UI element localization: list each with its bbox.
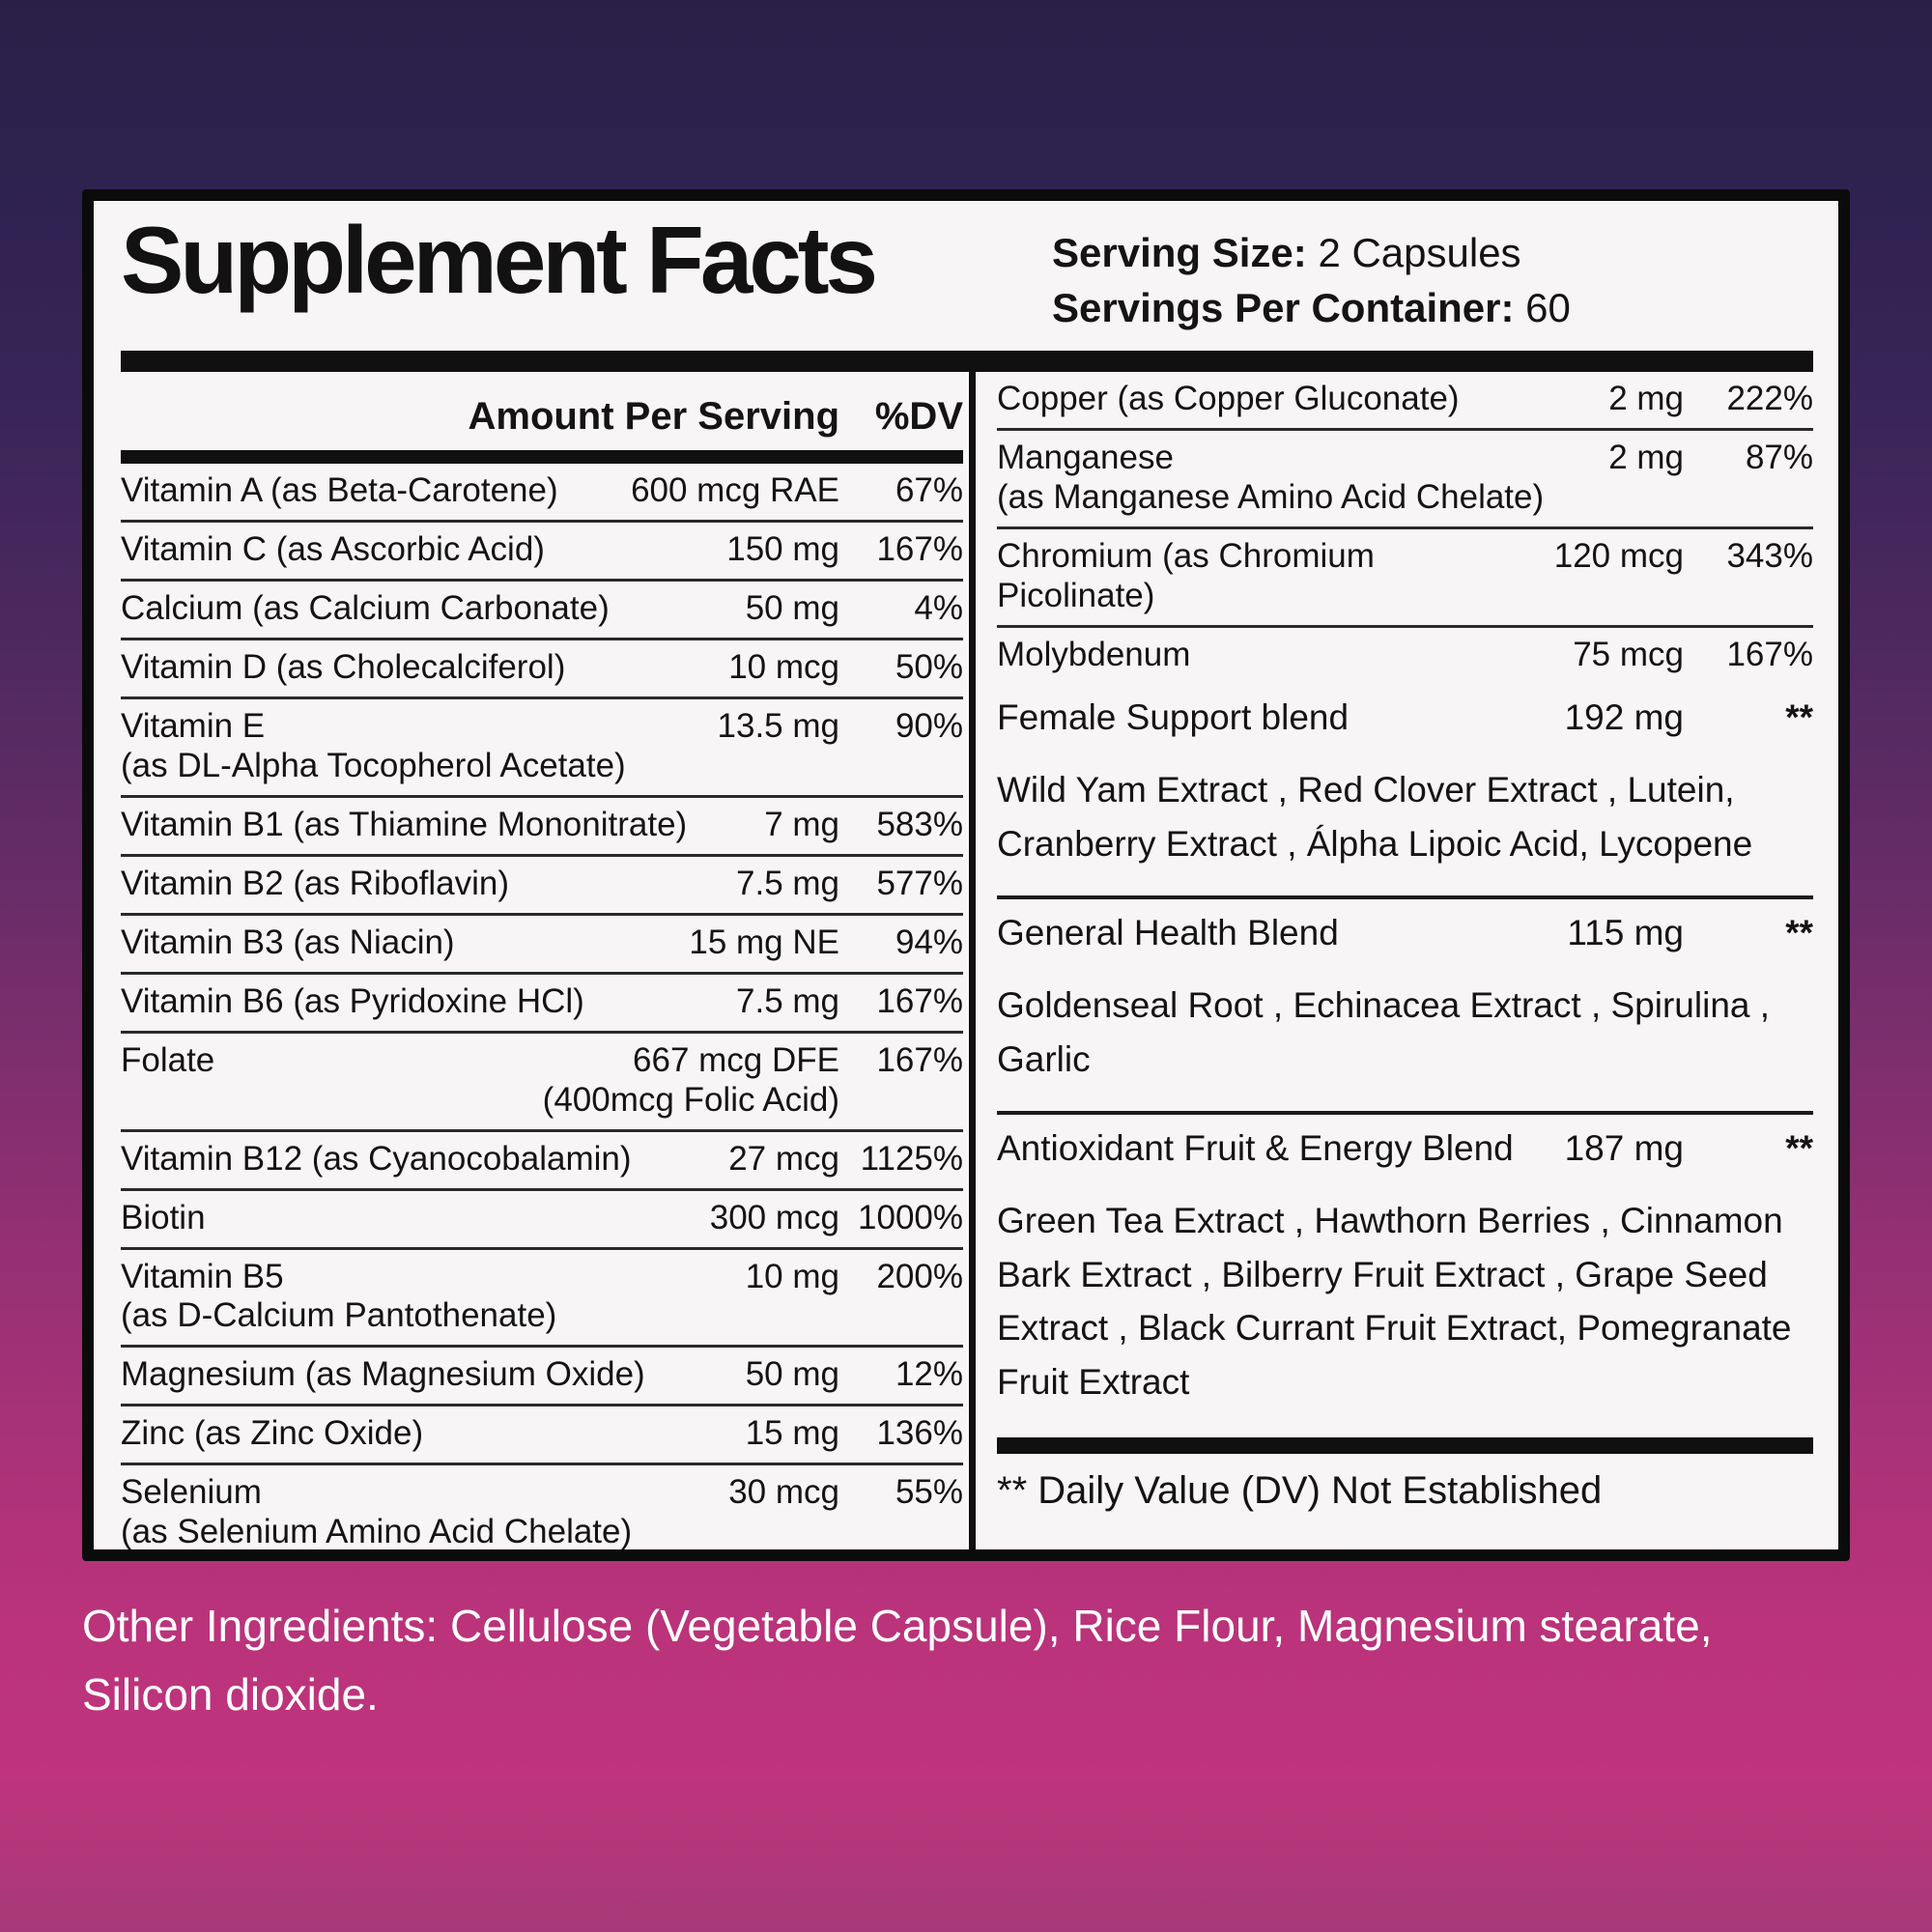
nutrient-amount (746, 589, 839, 629)
amount-header-label: Amount Per Serving (468, 395, 839, 439)
servings-per-container-value: 60 (1525, 284, 1571, 330)
blend-header (997, 684, 1813, 744)
left-header-bar (121, 450, 963, 464)
nutrient-name (997, 636, 1557, 675)
nutrient-name-line1: Vitamin D (as Cholecalciferol) (121, 648, 566, 687)
nutrient-dv: 1000% (858, 1198, 963, 1236)
nutrient-dv: 67% (895, 471, 963, 510)
nutrient-dv: 90% (895, 707, 963, 746)
blend-dv: ** (1785, 697, 1813, 737)
nutrient-dv: 55% (895, 1473, 963, 1512)
blend-name: General Health Blend (997, 913, 1339, 952)
nutrient-name-line1: Vitamin E (121, 707, 266, 746)
nutrient-amount (718, 707, 839, 747)
nutrient-amount-line1: 150 mg (726, 530, 839, 569)
nutrient-amount-line1: 27 mcg (728, 1139, 839, 1178)
blend-section (997, 1115, 1813, 1434)
table-row (121, 464, 963, 523)
table-row (997, 431, 1813, 529)
nutrient-name (121, 1199, 695, 1238)
nutrient-name (121, 648, 713, 688)
nutrient-dv: 583% (876, 806, 963, 843)
blend-name: Antioxidant Fruit & Energy Blend (997, 1128, 1514, 1168)
nutrient-name (121, 530, 711, 570)
nutrient-name-line1: Vitamin B2 (as Riboflavin) (121, 864, 510, 902)
nutrient-dv: 167% (1726, 636, 1813, 674)
header-divider-bar (121, 351, 1813, 372)
table-row (121, 857, 963, 916)
table-row (997, 628, 1813, 684)
table-row (121, 699, 963, 798)
nutrient-name-line1: Biotin (121, 1198, 206, 1236)
nutrient-amount-line1: 120 mcg (1553, 537, 1684, 576)
column-divider (969, 372, 976, 1561)
nutrient-name-line1: Selenium (121, 1473, 262, 1512)
nutrient-name-line2: (as DL-Alpha Tocopherol Acetate) (121, 747, 626, 785)
nutrient-name (121, 1414, 730, 1454)
nutrient-name-line1: Folate (121, 1040, 215, 1079)
blend-dv: ** (1785, 913, 1813, 952)
nutrient-name-line1: Vitamin B3 (as Niacin) (121, 923, 455, 961)
nutrient-amount-line1: 50 mg (745, 589, 839, 628)
nutrient-name-line1: Zinc (as Zinc Oxide) (121, 1414, 424, 1453)
nutrient-amount (728, 1140, 839, 1179)
blend-dv: ** (1785, 1128, 1813, 1168)
amount-per-serving-header (121, 372, 963, 450)
nutrient-name (997, 380, 1593, 419)
left-nutrient-table (121, 464, 963, 1561)
nutrient-name-line1: Manganese (997, 439, 1174, 477)
nutrient-amount-line1: 7 mg (764, 806, 839, 843)
table-row (997, 372, 1813, 431)
nutrient-name (121, 707, 702, 786)
table-row (121, 1406, 963, 1465)
nutrient-amount (764, 806, 839, 845)
nutrient-dv: 222% (1726, 380, 1813, 418)
nutrient-dv: 167% (876, 981, 963, 1020)
nutrient-dv: 87% (1745, 439, 1813, 477)
nutrient-amount (1608, 380, 1684, 419)
blend-amount: 192 mg (1564, 697, 1684, 737)
nutrient-name (121, 1258, 730, 1337)
blend-header (997, 899, 1813, 959)
nutrient-dv: 167% (876, 530, 963, 569)
blend-ingredients: Green Tea Extract , Hawthorn Berries , Cinnamon Bark Extract , Bilberry Fruit Extract , Grape Seed Extract , Black Currant Fruit Extract, Pomegranate Fruit Extract (997, 1201, 1792, 1402)
nutrient-dv: 50% (895, 648, 963, 687)
nutrient-name-line1: Molybdenum (997, 636, 1191, 674)
nutrient-name-line1: Vitamin B6 (as Pyridoxine HCl) (121, 981, 584, 1020)
nutrient-amount (1573, 636, 1684, 675)
daily-value-footnote: ** Daily Value (DV) Not Established (997, 1469, 1603, 1512)
nutrient-name-line1: Vitamin A (as Beta-Carotene) (121, 471, 558, 510)
servings-per-container-label: Servings Per Container: (1052, 284, 1515, 330)
table-row (121, 640, 963, 699)
nutrient-dv: 136% (876, 1414, 963, 1453)
nutrient-name-line1: Vitamin B5 (121, 1257, 284, 1295)
nutrient-dv: 167% (876, 1040, 963, 1079)
nutrient-amount-line1: 600 mcg RAE (631, 471, 839, 510)
serving-size-label: Serving Size: (1052, 230, 1307, 275)
nutrient-amount (1608, 439, 1684, 478)
nutrient-amount-line1: 667 mcg DFE (633, 1040, 839, 1079)
facts-columns (121, 372, 1813, 1561)
nutrient-amount (1554, 537, 1684, 577)
table-row (121, 523, 963, 582)
nutrient-name-line1: Vitamin B12 (as Cyanocobalamin) (121, 1139, 632, 1178)
serving-info (1052, 211, 1813, 335)
footnote-divider-bar (997, 1437, 1813, 1454)
blend-ingredients: Wild Yam Extract , Red Clover Extract , Lutein, Cranberry Extract , Álpha Lipoic Acid, Lycopene (997, 770, 1753, 864)
nutrient-amount-line1: 50 mg (745, 1355, 839, 1394)
nutrient-name-line2: (as Manganese Amino Acid Chelate) (997, 478, 1545, 517)
nutrient-name-line1: Vitamin C (as Ascorbic Acid) (121, 530, 545, 569)
label-header (121, 207, 1813, 335)
nutrient-amount-line1: 2 mg (1608, 380, 1684, 418)
nutrient-name-line2: (as Selenium Amino Acid Chelate) (121, 1513, 633, 1551)
nutrient-name (121, 1140, 713, 1179)
table-row (121, 582, 963, 640)
nutrient-name-line2: (as D-Calcium Pantothenate) (121, 1296, 557, 1335)
nutrient-amount-line1: 300 mcg (709, 1198, 839, 1236)
nutrient-name-line1: Chromium (as Chromium Picolinate) (997, 537, 1375, 615)
nutrient-amount (689, 923, 839, 963)
nutrient-amount (736, 865, 839, 904)
nutrient-amount-line1: 7.5 mg (736, 981, 839, 1020)
nutrient-name (997, 439, 1593, 518)
table-row (121, 798, 963, 857)
table-row (121, 1465, 963, 1561)
left-column (121, 372, 963, 1561)
nutrient-dv: 577% (876, 864, 963, 902)
table-row (121, 975, 963, 1034)
nutrient-amount (710, 1199, 839, 1238)
serving-size-line (1052, 226, 1813, 281)
nutrient-amount (631, 471, 839, 511)
nutrient-name (121, 471, 615, 511)
table-row (121, 1250, 963, 1349)
serving-size-value: 2 Capsules (1318, 230, 1521, 275)
nutrient-amount (728, 648, 839, 688)
blend-header (997, 1115, 1813, 1175)
supplement-facts-panel (82, 189, 1850, 1561)
nutrient-amount-line1: 30 mcg (728, 1473, 839, 1512)
table-row (997, 529, 1813, 628)
nutrient-amount (746, 1414, 839, 1454)
servings-per-container-line (1052, 281, 1813, 336)
nutrient-amount-line1: 2 mg (1608, 439, 1684, 477)
nutrient-name (121, 982, 721, 1022)
nutrient-name-line1: Vitamin B1 (as Thiamine Mononitrate) (121, 806, 688, 843)
page-title: Supplement Facts (121, 207, 875, 313)
nutrient-name (121, 1041, 527, 1081)
other-ingredients-text: Other Ingredients: Cellulose (Vegetable Capsule), Rice Flour, Magnesium stearate, Silicon dioxide. (82, 1601, 1713, 1720)
table-row (121, 916, 963, 975)
blend-section (997, 684, 1813, 899)
nutrient-amount (543, 1041, 839, 1121)
proprietary-blends (997, 684, 1813, 1434)
nutrient-amount (726, 530, 839, 570)
blend-amount: 187 mg (1564, 1128, 1684, 1168)
nutrient-name (121, 1355, 730, 1395)
nutrient-name-line1: Magnesium (as Magnesium Oxide) (121, 1355, 645, 1394)
nutrient-name (121, 923, 673, 963)
blend-name: Female Support blend (997, 697, 1350, 737)
nutrient-name-line1: Calcium (as Calcium Carbonate) (121, 589, 610, 628)
right-nutrient-table (997, 372, 1813, 684)
nutrient-dv: 4% (914, 589, 963, 628)
nutrient-dv: 12% (895, 1355, 963, 1394)
blend-section (997, 899, 1813, 1115)
nutrient-name-line1: Copper (as Copper Gluconate) (997, 380, 1460, 418)
nutrient-amount (736, 982, 839, 1022)
blend-amount: 115 mg (1567, 913, 1684, 952)
nutrient-amount-line1: 7.5 mg (736, 864, 839, 902)
table-row (121, 1191, 963, 1250)
nutrient-amount-line1: 10 mcg (728, 648, 839, 687)
table-row (121, 1034, 963, 1132)
nutrient-name (121, 865, 721, 904)
nutrient-name (121, 589, 730, 629)
nutrient-name (997, 537, 1539, 616)
table-row (121, 1348, 963, 1406)
nutrient-amount-line2: (400mcg Folic Acid) (542, 1080, 839, 1119)
nutrient-amount-line1: 15 mg (745, 1414, 839, 1453)
nutrient-amount (728, 1473, 839, 1513)
blend-ingredients: Goldenseal Root , Echinacea Extract , Spirulina , Garlic (997, 985, 1771, 1079)
nutrient-amount-line1: 10 mg (745, 1257, 839, 1295)
dv-header-label: %DV (874, 395, 963, 439)
nutrient-dv: 1125% (860, 1139, 963, 1178)
nutrient-name (121, 806, 749, 845)
nutrient-amount (746, 1355, 839, 1395)
nutrient-dv: 200% (876, 1257, 963, 1295)
nutrient-amount-line1: 75 mcg (1573, 636, 1684, 674)
nutrient-amount (746, 1258, 839, 1297)
right-column (976, 372, 1813, 1561)
nutrient-dv: 94% (895, 923, 963, 961)
nutrient-dv: 343% (1726, 537, 1813, 576)
nutrient-name (121, 1473, 713, 1552)
table-row (121, 1132, 963, 1191)
nutrient-amount-line1: 13.5 mg (717, 707, 839, 746)
nutrient-amount-line1: 15 mg NE (689, 923, 839, 961)
